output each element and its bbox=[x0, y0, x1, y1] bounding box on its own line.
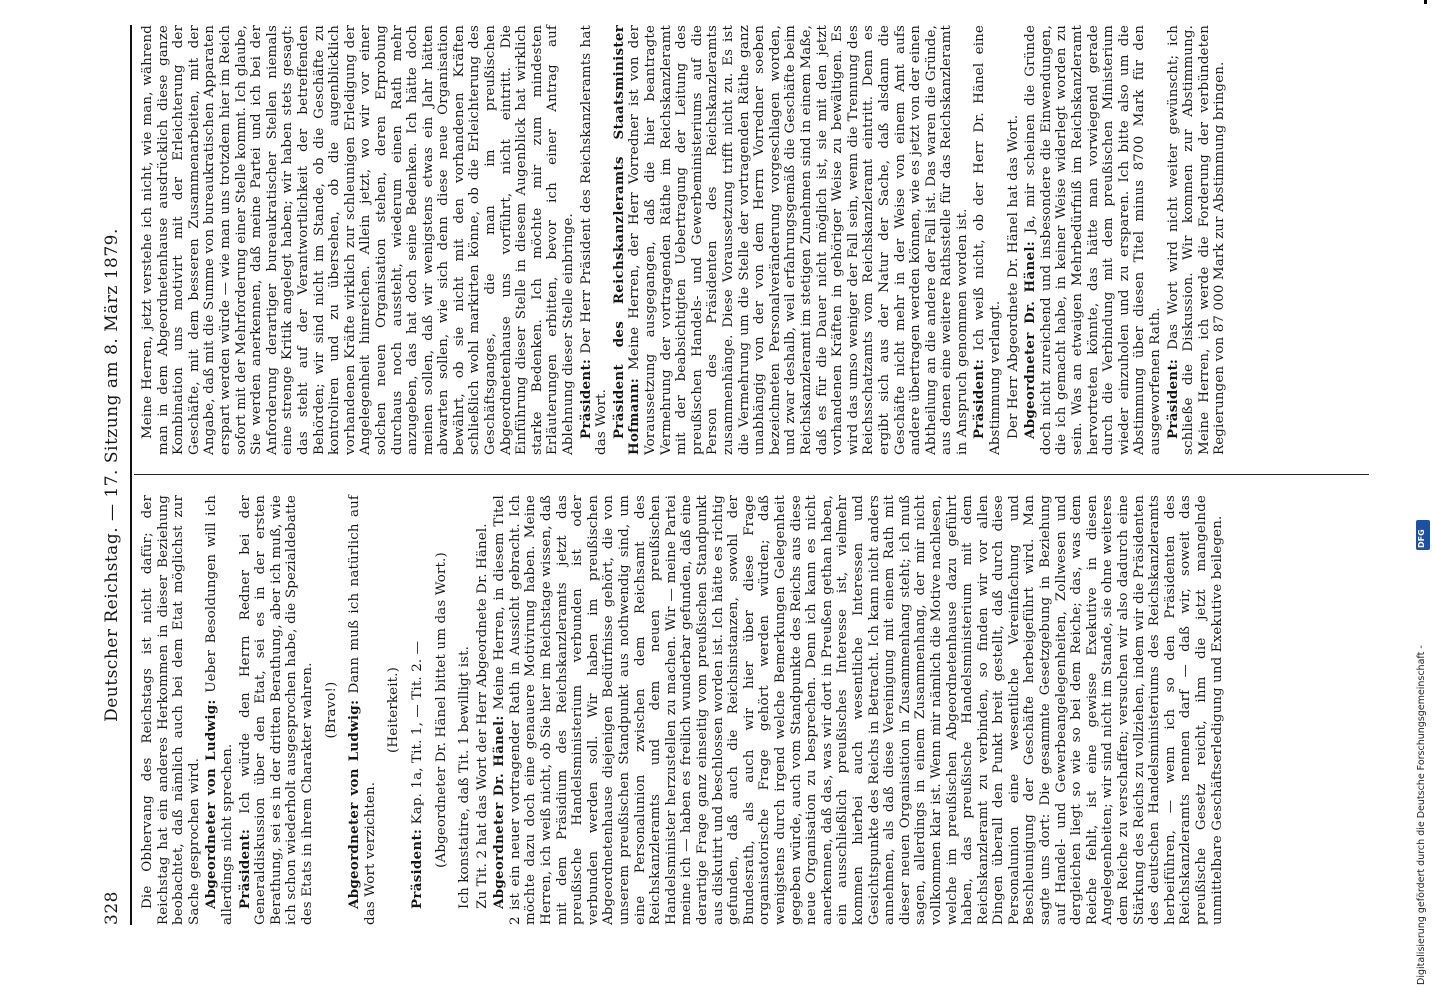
speaker-name: Präsident: bbox=[408, 828, 425, 909]
paragraph bbox=[972, 25, 1003, 455]
paragraph-text: Dann muß ich natürlich auf das Wort verzichten. bbox=[347, 495, 378, 925]
scan-speck bbox=[1424, 0, 1427, 4]
paragraph-text: Meine Herren, jetzt verstehe ich nicht, wie man, während man in dem Abgeordnetenhause ausdrücklich diese ganze Kombination uns motivirt mit der Erleichterung der Geschäfte, mit dem besseren Zusammenarbeiten, mit der Angabe, daß mit die Summe von bureaukratischen Apparaten erspart werden würde — wie man uns trotzdem hier im Reich sofort mit der Mehrforderung einer Stelle kommt. Ich glaube, Sie werden anerkennen, daß meine Partei und ich bei der Anforderung derartiger bureaukratischer Stellen niemals eine strenge Kritik angelegt haben; wir haben stets gesagt: das steht auf der Verantwortlichkeit der betreffenden Behörden; wir sind nicht im Stande, ob die Geschäfte zu kontroliren und zu übersehen, ob die augenblicklich vorhandenen Kräfte wirklich zur schleunigen Erledigung der Angelegenheit hinreichen. Allein jetzt, wo wir vor einer solchen neuen Organisation stehen, deren Erprobung durchaus noch aussteht, wiederum einen Rath mehr anzugeben, das hat doch seine Bedenken. Ich hätte doch meinen sollen, daß wir wenigstens etwas ein Jahr hätten abwarten sollen, wie sich denn diese neue Organisation bewährt, ob sie nicht mit den vorhandenen Kräften schließlich wohl markirten könne, ob die Erleichterung des Geschäftsganges, die man im preußischen Abgeordnetenhause uns vorführt, nicht eintritt. Die Einführung dieser Stelle in diesem Augenblick hat wirklich starke Bedenken. Ich möchte mir zum mindesten Erläuterungen erbitten, bevor ich einer Antrag auf Ablehnung dieser Stelle einbringe. bbox=[140, 25, 577, 455]
paragraph bbox=[347, 495, 378, 925]
paragraph bbox=[140, 495, 202, 925]
rotated-page bbox=[100, 25, 1375, 925]
paragraph bbox=[140, 25, 577, 455]
speaker-name: Präsident: bbox=[577, 358, 594, 439]
page-number: 328 bbox=[102, 891, 122, 925]
paragraph bbox=[457, 495, 473, 925]
left-column bbox=[140, 495, 1227, 925]
paragraph-text: Ich würde den Herrn Redner bei der Generaldiskussion über den Etat, sei es in der ersten Berathung, sei es in der dritten Berathung, aber ich muß, wie ich schon wiederholt ausgesprochen habe, die Spezialdebatte des Etats in ihrem Charakter wahren. bbox=[237, 495, 315, 925]
speaker-name: Abgeordneter Dr. Hänel: bbox=[491, 715, 508, 909]
paragraph bbox=[204, 495, 235, 925]
header-rule bbox=[130, 25, 132, 925]
stage-direction: (Heiterkeit.) bbox=[386, 667, 402, 753]
speaker-name: Abgeordneter von Ludwig: bbox=[203, 699, 220, 909]
right-column bbox=[140, 25, 1230, 455]
paragraph bbox=[475, 495, 491, 925]
paragraph bbox=[1166, 25, 1228, 455]
paragraph-text: Kap. 1a, Tit. 1, — Tit. 2. — bbox=[409, 640, 425, 825]
paragraph bbox=[492, 495, 1225, 925]
paragraph-text: Ich weiß nicht, ob der Herr Dr. Hänel eine Abstimmung verlangt. bbox=[972, 25, 1004, 455]
stage-direction: (Bravo!) bbox=[323, 681, 339, 739]
speaker-name: Präsident: bbox=[1164, 358, 1181, 439]
dfg-logo bbox=[1416, 520, 1430, 550]
page-header bbox=[100, 25, 128, 925]
paragraph-text: Ueber Besoldungen will ich allerdings nicht sprechen. bbox=[204, 495, 235, 925]
paragraph-text: Der Herr Abgeordnete Dr. Hänel hat das Wort. bbox=[1005, 114, 1021, 439]
speaker-name: Präsident des Reichskanzleramts Staatsminister Hofmann: bbox=[610, 25, 643, 455]
speaker-name: Präsident: bbox=[971, 358, 988, 439]
paragraph-text: Der Herr Präsident des Reichskanzleramts hat das Wort. bbox=[578, 25, 610, 455]
footer-credit: Digitalisierung gefördert durch die Deutsche Forschungsgemeinschaft - bbox=[1416, 645, 1427, 985]
paragraph bbox=[238, 495, 316, 925]
paragraph-text: Ich konstatire, daß Tit. 1 bewilligt ist. bbox=[457, 645, 473, 909]
paragraph-text: Ja, mir scheinen die Gründe doch nicht zureichend und insbesondere die Einwendungen, die ich gemacht habe, in keiner Weise widerlegt worden zu sein. Was an etwaigen Mehrbedürfniß im Reichskanzleramt hervortreten könnte, das hätte man vorwiegend gerade durch die Verbindung mit dem preußischen Ministerium wieder einzuholen und zu ersparen. Ich bitte also um die Abstimmung über diesen Titel minus 8700 Mark für den ausgeworfenen Rath. bbox=[1023, 25, 1163, 455]
speaker-name: Präsident: bbox=[236, 828, 253, 909]
paragraph bbox=[579, 25, 610, 455]
speaker-name: Abgeordneter von Ludwig: bbox=[346, 699, 363, 909]
paragraph-text: Zu Tit. 2 hat das Wort der Herr Abgeordnete Dr. Hänel. bbox=[474, 523, 490, 909]
paragraph bbox=[1023, 25, 1163, 455]
dfg-label: DFG bbox=[1417, 529, 1426, 548]
paragraph-text: Die Obhervang des Reichstags ist nicht dafür; der Reichstag hat ein anderes Herkommen in dieser Beziehung beobachtet, daß nämlich auch bei dem Etat möglichst zur Sache gesprochen wird. bbox=[140, 495, 202, 925]
digitization-footer bbox=[1416, 515, 1430, 985]
paragraph-text: Meine Herren, der Herr Vorredner ist von der Voraussetzung ausgegangen, daß die hier beantragte Vermehrung der vortragenden Räthe im Reichskanzleramt mit der beabsichtigten Uebertragung der Leitung des preußischen Handels- und Gewerbeministeriums auf die Person des Präsidenten des Reichskanzleramts zusammenhänge. Diese Voraussetzung trifft nicht zu. Es ist die Vermehrung um die Stelle der vortragenden Räthe ganz unabhängig von der von dem Herrn Vorredner soeben bezeichneten Personalveränderung vorgeschlagen worden, und zwar deshalb, weil erfahrungsgemäß die Geschäfte beim Reichskanzleramt im stetigen Zunehmen sind in einem Maße, daß es für die Dauer nicht möglich ist, sie mit den jetzt vorhandenen Kräften in gehöriger Weise zu bewältigen. Es wird das umso weniger der Fall sein, wenn die Trennung des Reichsschatzamts vom Reichskanzleramt eintritt. Denn es ergibt sich aus der Natur der Sache, daß alsdann die Geschäfte nicht mehr in der Weise von einem Amt aufs andere übertragen werden können, wie es jetzt von der einen Abtheilung an die andere der Fall ist. Das waren die Gründe, aus denen eine weitere Rathsstelle für das Reichskanzleramt in Anspruch genommen worden ist. bbox=[627, 25, 970, 455]
column-divider bbox=[134, 474, 1369, 475]
paragraph bbox=[410, 495, 426, 925]
paragraph bbox=[612, 25, 971, 455]
running-title: Deutscher Reichstag. — 17. Sitzung am 8. März 1879. bbox=[102, 228, 122, 722]
stage-direction: (Abgeordneter Dr. Hänel bittet um das Wort.) bbox=[433, 552, 449, 868]
paragraph-text: Meine Herren, in diesem Titel 2 ist ein neuer vortragender Rath in Aussicht gebracht. Ich möchte dazu doch eine genauere Motivirung haben. Meine Herren, ich weiß nicht, ob Sie hier im Reichstage wissen, daß mit dem Präsidium des Reichskanzleramts jetzt das preußische Handelsministerium verbunden ist oder verbunden werden soll. Wir haben im preußischen Abgeordnetenhause diejenigen Bedürfnisse gehört, die von unserem preußischen Standpunkt aus nothwendig sind, um eine Personalunion zwischen dem Reichsamt des Reichskanzleramts und dem neuen preußischen Handelsminister herzustellen zu machen. Wir — meine Partei meine ich — haben es freilich wunderbar gefunden, daß eine derartige Frage ganz einseitig vom preußischen Standpunkt aus diskutirt und beschlossen worden ist. Ich hätte es richtig gefunden, daß auch die Reichsinstanzen, sowohl der Bundesrath, als auch wir hier über diese Frage organisatorische Frage gehört werden würden; daß wenigstens durch irgend welche Bemerkungen Gelegenheit gegeben würde, auch vom Standpunkte des Reichs aus diese neue Organisation zu besprechen. Denn ich kann es nicht anerkennen, daß das, was wir dort in Preußen gethan haben, ein ausschließlich preußisches Interesse ist, vielmehr kommen hierbei auch wesentliche Interessen und Gesichtspunkte des Reichs in Betracht. Ich kann nicht anders annehmen, als daß diese Vereinigung mit einem Rath mit dieser neuen Organisation in Zusammenhang steht; ich muß sagen, allerdings in einem Zusammenhang, der mir nicht vollkommen klar ist. Wenn mir nämlich die Motive nachlesen, welche im preußischen Abgeordnetenhause dazu geführt haben, das preußische Handelsministerium mit dem Reichskanzleramt zu verbinden, so finden wir vor allen Dingen überall den Punkt breit gestellt, daß durch diese Personalunion eine wesentliche Vereinfachung und Beschleunigung der Geschäfte herbeigeführt wird. Man sagte uns dort: Die gesammte Gesetzgebung in Beziehung auf Handel- und Gewerbeangelegenheiten, Zollwesen und dergleichen liegt so wie so bei dem Reiche; das, was dem Reiche fehlt, ist eine gewisse Exekutive in diesen Angelegenheiten; wir sind nicht im Stande, sie ohne weiteres dem Reiche zu verschaffen; versuchen wir also dadurch eine Stärkung des Reichs zu vollziehen, indem wir die Präsidenten des deutschen Handelsministeriums des Reichskanzleramts herbeiführen, — wenn ich so den Präsidenten des Reichskanzleramts nennen darf — daß wir, soweit das preußische Gesetz reicht, ihm die jetzt mangelnde unmittelbare Geschäftserledigung und Exekutive beilegen. bbox=[492, 495, 1225, 925]
paragraph bbox=[1006, 25, 1022, 455]
paragraph-text: Das Wort wird nicht weiter gewünscht; ich schließe die Diskussion. Wir kommen zur Abstimmung. Meine Herren, ich werde die Forderung der verbündeten Regierungen von 87 000 Mark zur Abstimmung bringen. bbox=[1165, 25, 1228, 455]
speaker-name: Abgeordneter Dr. Hänel: bbox=[1022, 241, 1039, 439]
